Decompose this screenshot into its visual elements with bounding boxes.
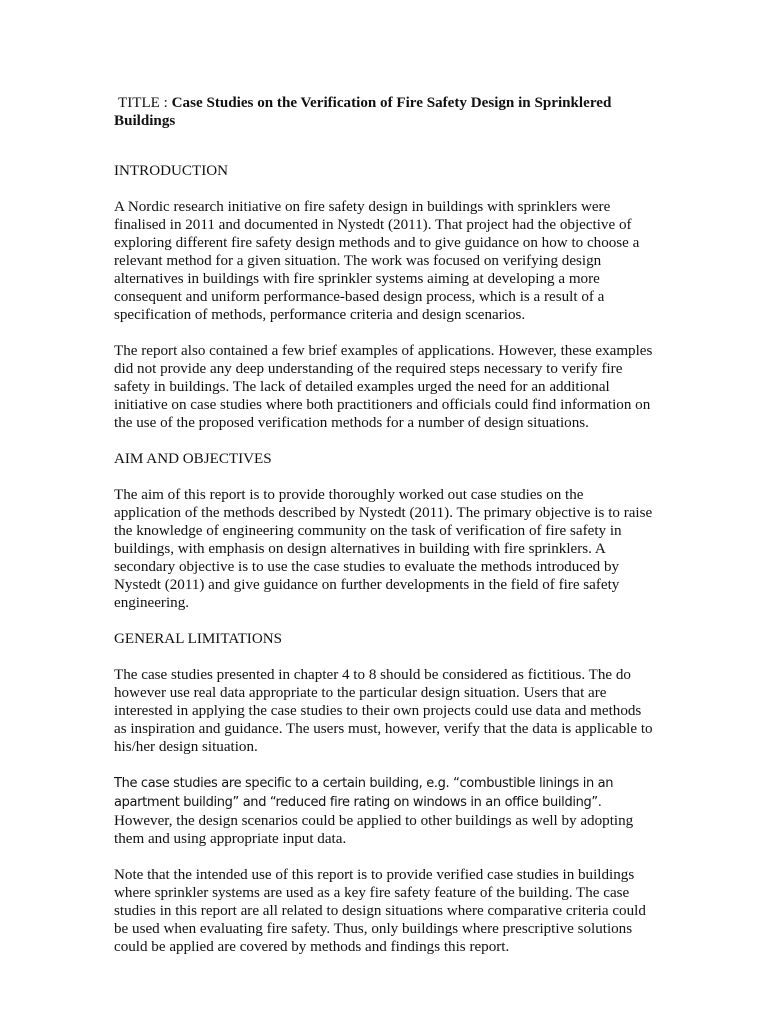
section-heading-introduction: INTRODUCTION bbox=[114, 163, 229, 179]
paragraph-limitations-1: The case studies presented in chapter 4 to 8 should be considered as fictitious. The do however use real data appropriate to the particular design situation. Users that are interested in applying the case studies to their own projects could use data and methods as inspiration and guidance. The users must, however, verify that the data is applicable to his/her design situation. bbox=[114, 667, 653, 755]
paragraph-intro-2: The report also contained a few brief examples of applications. However, these examples did not provide any deep understanding of the required steps necessary to verify fire safety in buildings. The lack of detailed examples urged the need for an additional initiative on case studies where both practitioners and officials could find information on the use of the proposed verification methods for a number of design situations. bbox=[114, 343, 653, 431]
paragraph-limitations-2-rest: However, the design scenarios could be applied to other buildings as well by adopting them and using appropriate input data. bbox=[114, 813, 634, 847]
document-body bbox=[114, 94, 654, 956]
paragraph-limitations-2 bbox=[114, 774, 654, 848]
paragraph-limitations-2-line-1: The case studies are specific to a certain building, e.g. “combustible linings in an bbox=[114, 776, 614, 791]
title-text: Case Studies on the Verification of Fire Safety Design in Sprinklered Buildings bbox=[114, 95, 612, 129]
title-prefix: TITLE : bbox=[118, 95, 168, 111]
paragraph-aim-1: The aim of this report is to provide thoroughly worked out case studies on the application of the methods described by Nystedt (2011). The primary objective is to raise the knowledge of engineering community on the task of verification of fire safety in buildings, with emphasis on design alternatives in building with fire sprinklers. A secondary objective is to use the case studies to evaluate the methods introduced by Nystedt (2011) and give guidance on further developments in the field of fire safety engineering. bbox=[114, 487, 653, 611]
document-title bbox=[114, 94, 654, 130]
paragraph-limitations-2-line-2: apartment building” and “reduced fire rating on windows in an office building”. bbox=[114, 795, 602, 810]
section-heading-aim: AIM AND OBJECTIVES bbox=[114, 451, 272, 467]
paragraph-limitations-3: Note that the intended use of this report is to provide verified case studies in buildings where sprinkler systems are used as a key fire safety feature of the building. The case studies in this report are all related to design situations where comparative criteria could be used when evaluating fire safety. Thus, only buildings where prescriptive solutions could be applied are covered by methods and findings this report. bbox=[114, 867, 646, 955]
paragraph-intro-1: A Nordic research initiative on fire safety design in buildings with sprinklers were finalised in 2011 and documented in Nystedt (2011). That project had the objective of exploring different fire safety design methods and to give guidance on how to choose a relevant method for a given situation. The work was focused on verifying design alternatives in buildings with fire sprinkler systems aiming at developing a more consequent and uniform performance-based design process, which is a result of a specification of methods, performance criteria and design scenarios. bbox=[114, 199, 640, 323]
section-heading-limitations: GENERAL LIMITATIONS bbox=[114, 631, 283, 647]
